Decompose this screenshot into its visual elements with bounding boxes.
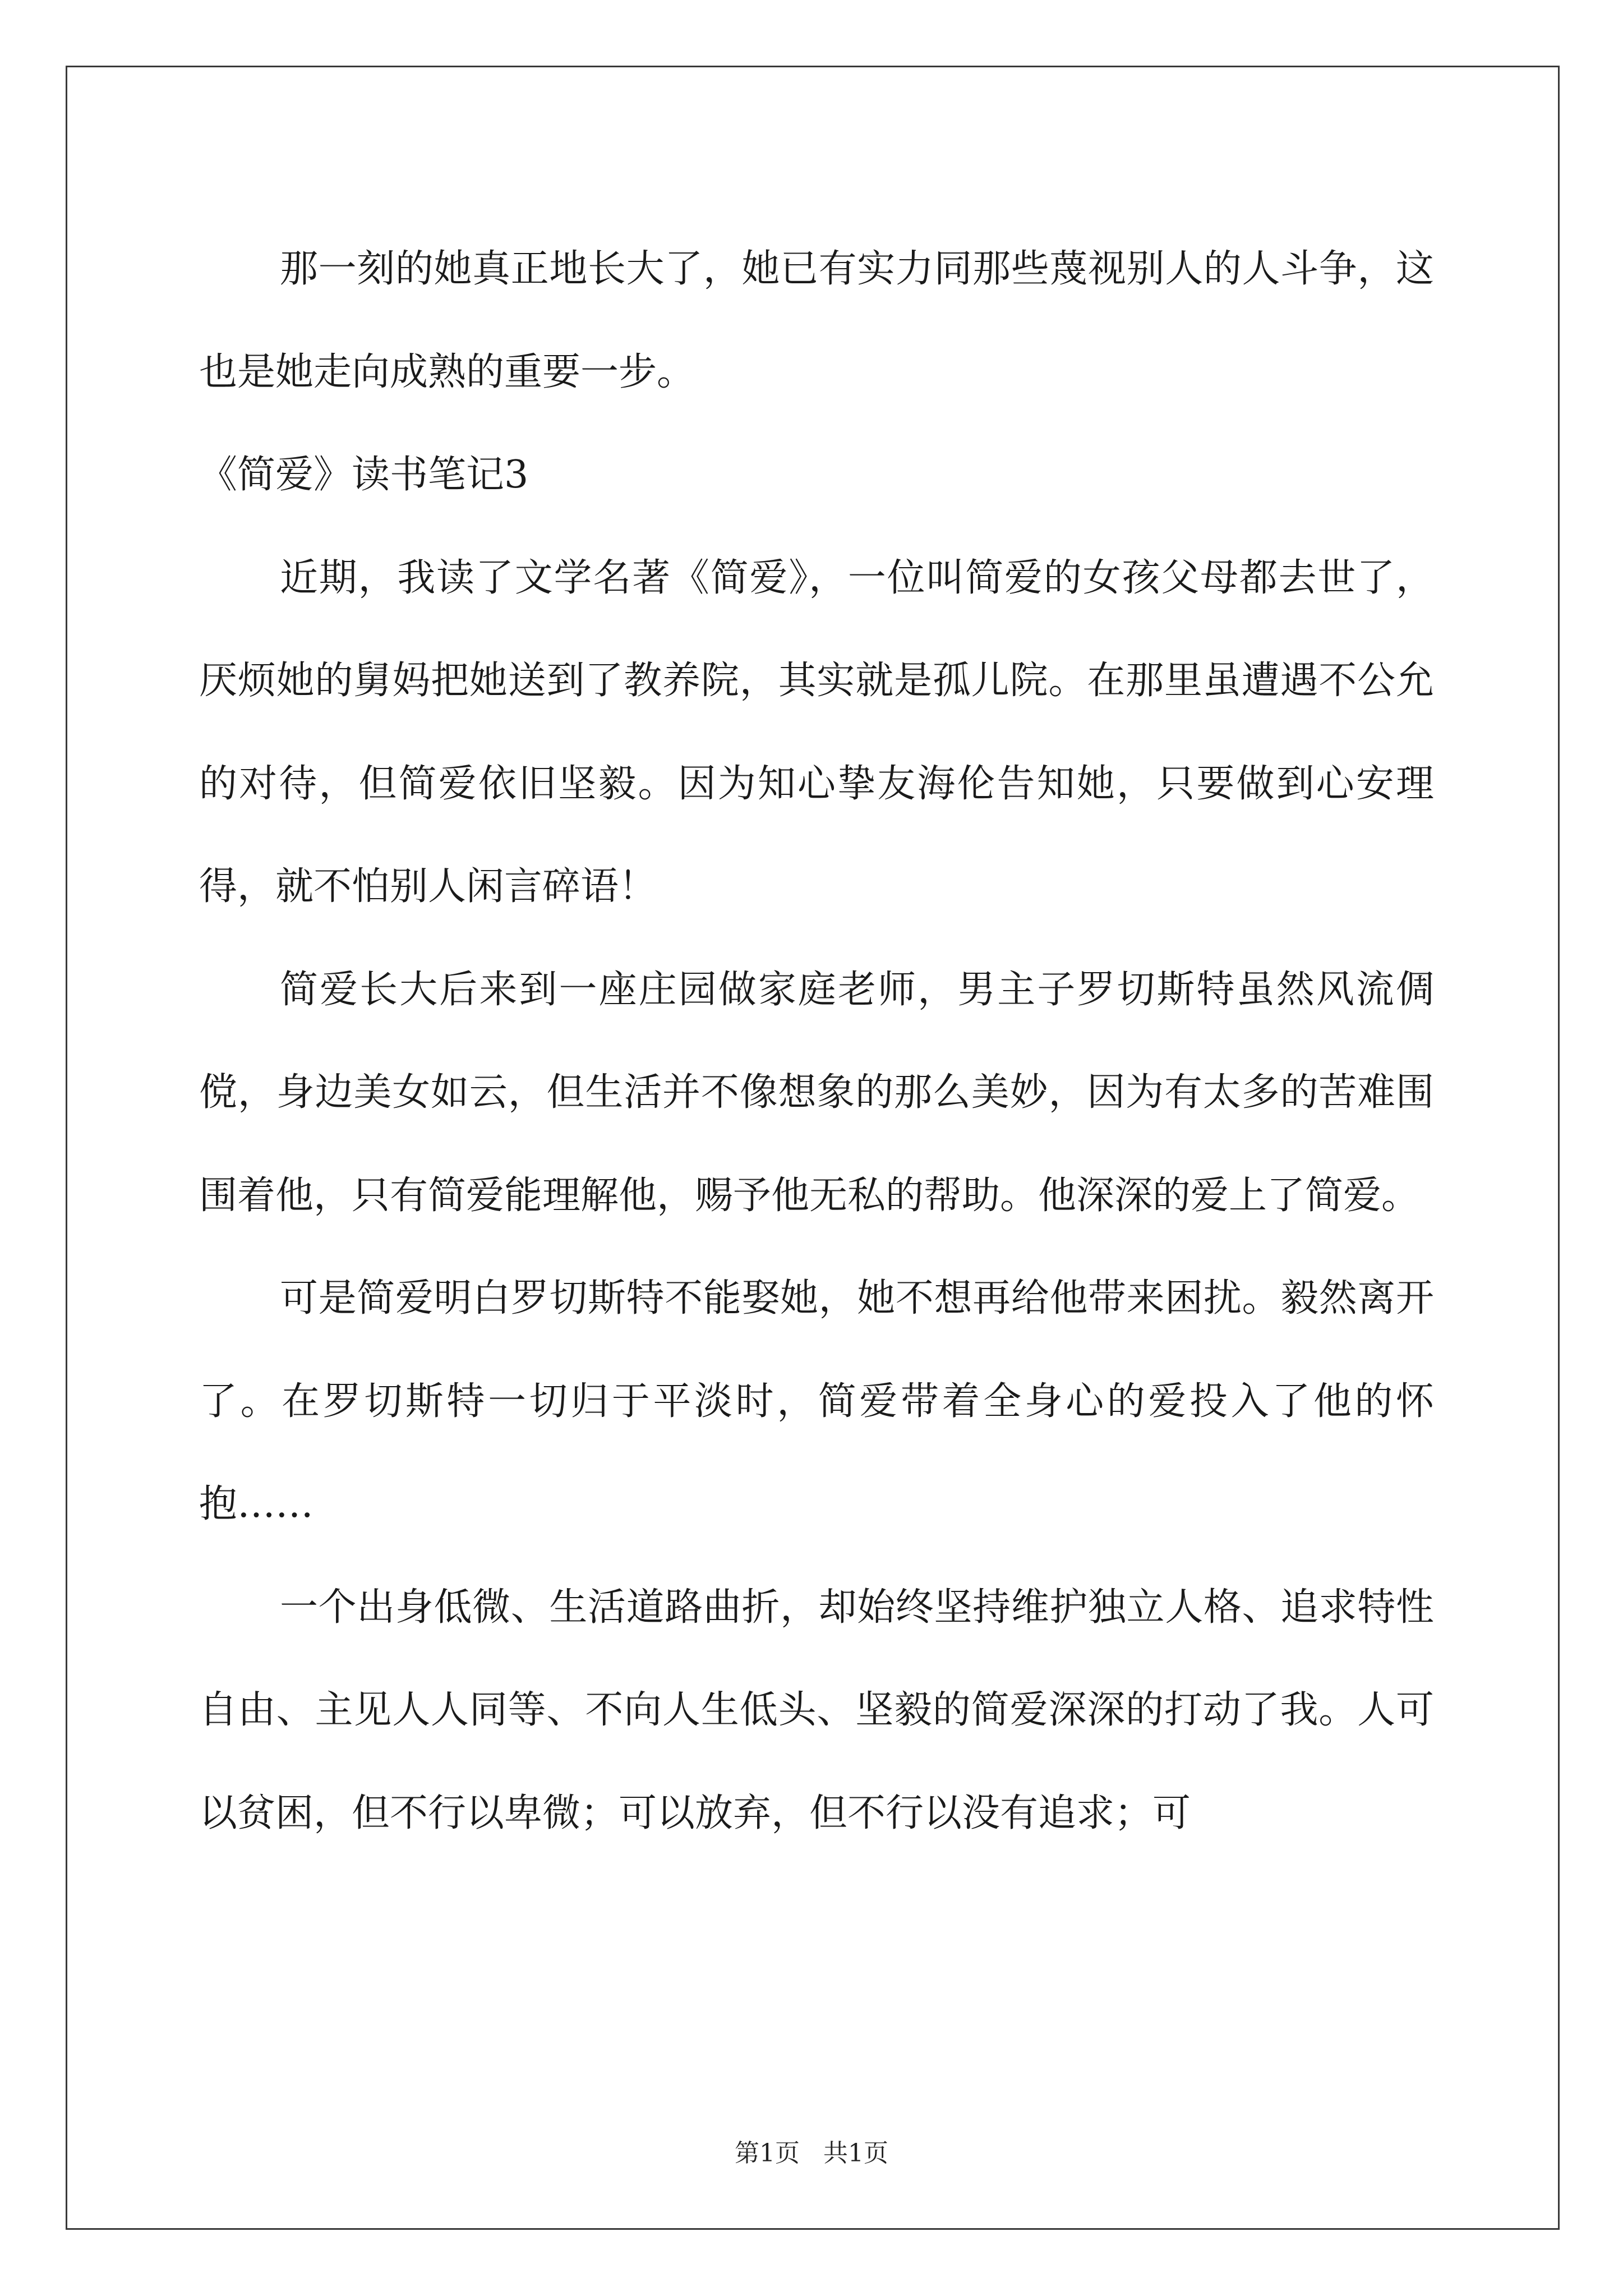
paragraph-5: 一个出身低微、生活道路曲折，却始终坚持维护独立人格、追求特性自由、主见人人同等、不向人生低头、坚毅的简爱深深的打动了我。人可以贫困，但不行以卑微；可以放弃，但不行以没有追求；可 (199, 1585, 1434, 1835)
page-number-footer: 第1页 共1页 (735, 2139, 888, 2168)
paragraph-3: 简爱长大后来到一座庄园做家庭老师，男主子罗切斯特虽然风流倜傥，身边美女如云，但生活并不像想象的那么美妙，因为有太多的苦难围围着他，只有简爱能理解他，赐予他无私的帮助。他深深的爱上了简爱。 (199, 967, 1434, 1218)
paragraph-1: 那一刻的她真正地长大了，她已有实力同那些蔑视别人的人斗争，这也是她走向成熟的重要一步。 (199, 247, 1434, 394)
section-heading: 《简爱》读书笔记3 (199, 453, 529, 497)
document-body (199, 218, 1434, 1865)
paragraph-4: 可是简爱明白罗切斯特不能娶她，她不想再给他带来困扰。毅然离开了。在罗切斯特一切归于平淡时，简爱带着全身心的爱投入了他的怀抱…… (199, 1276, 1434, 1526)
paragraph-2: 近期，我读了文学名著《简爱》，一位叫简爱的女孩父母都去世了，厌烦她的舅妈把她送到了教养院，其实就是孤儿院。在那里虽遭遇不公允的对待，但简爱依旧坚毅。因为知心挚友海伦告知她，只要做到心安理得，就不怕别人闲言碎语！ (199, 555, 1434, 909)
